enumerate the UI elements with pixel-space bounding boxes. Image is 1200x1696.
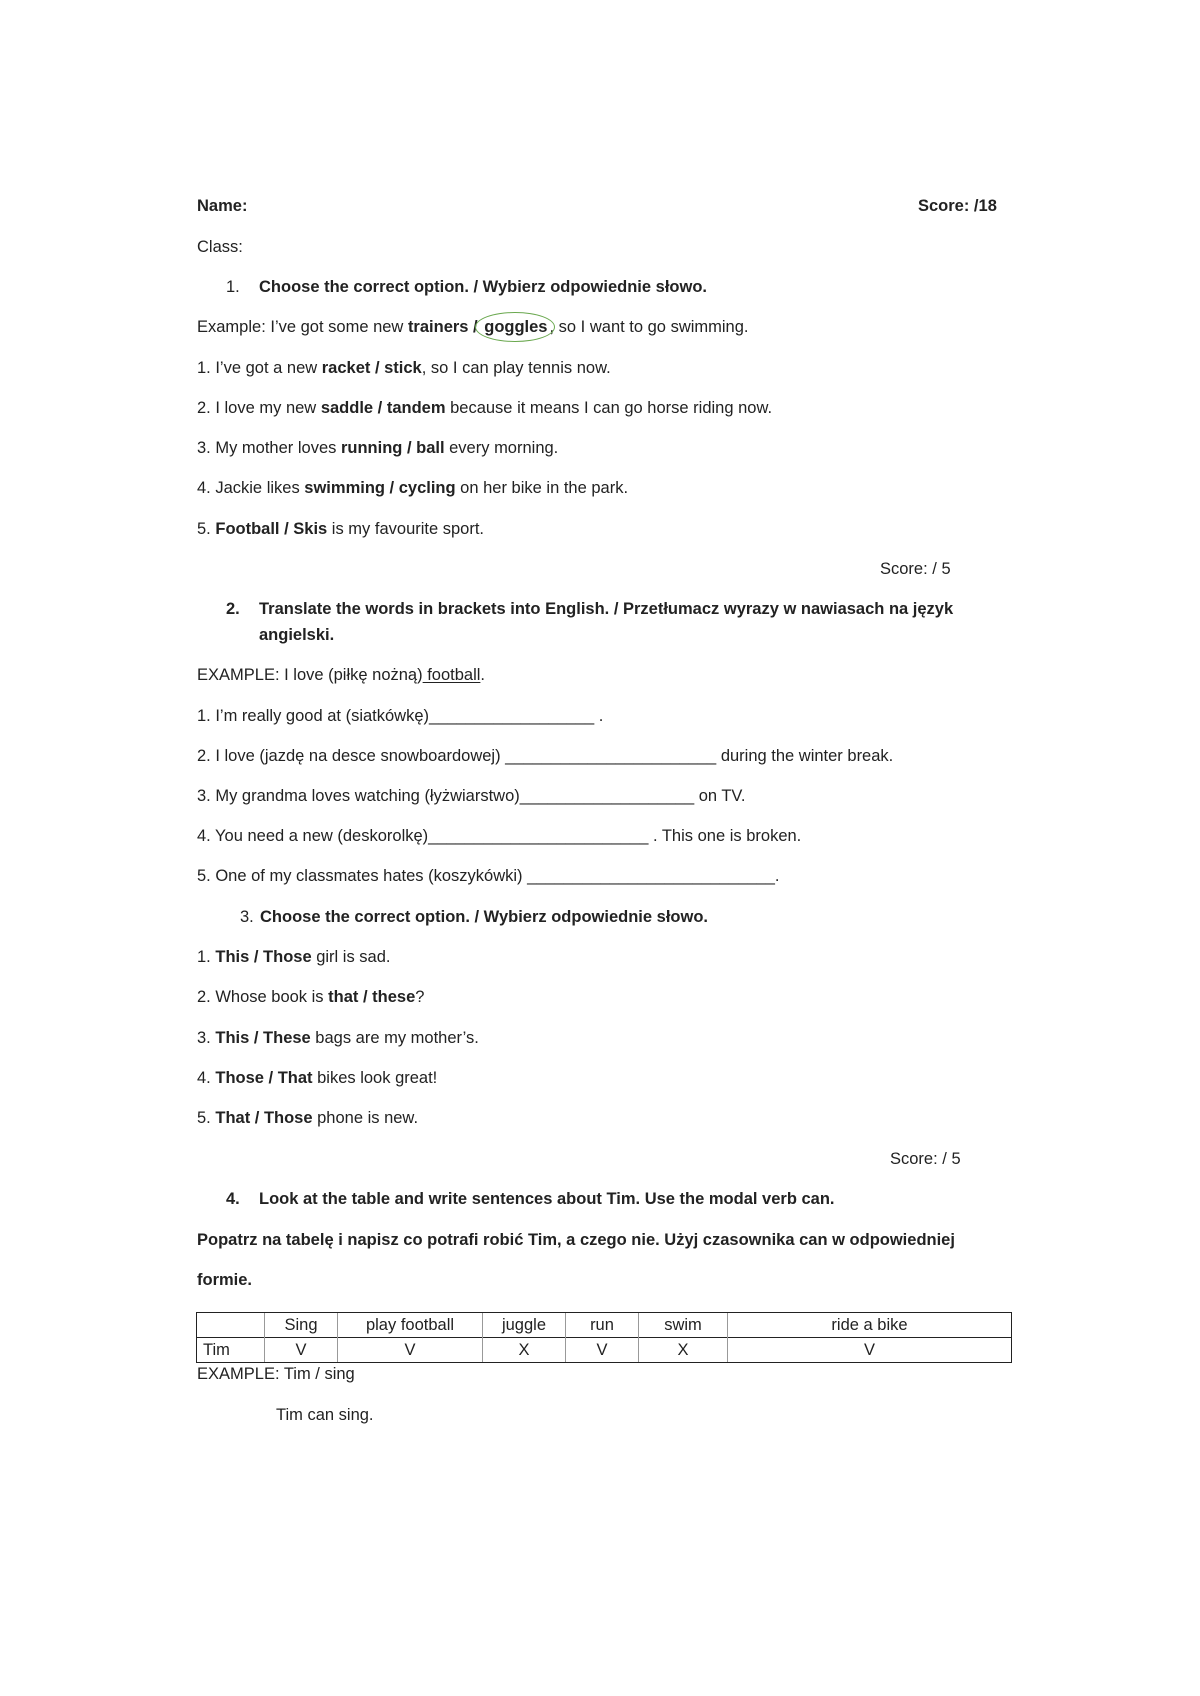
ex1-item-text: 4. Jackie likes: [197, 479, 305, 497]
ex2-title-line1: Translate the words in brackets into English. / Przetłumacz wyrazy w nawiasach na język: [259, 600, 954, 618]
ex2-example: [197, 665, 485, 685]
ex2-title-line2: angielski.: [259, 626, 335, 644]
ex1-item-text: every morning.: [444, 439, 559, 457]
ex1-item-options: Football / Skis: [215, 520, 328, 538]
table-header: ride a bike: [728, 1313, 1012, 1338]
ex1-example-option-2-circled: goggles: [484, 318, 548, 336]
ex3-item-options: That / Those: [215, 1109, 313, 1127]
table-cell: X: [483, 1338, 566, 1363]
ex1-item: [197, 358, 611, 378]
ex1-item-text: because it means I can go horse riding now.: [445, 399, 773, 417]
ex4-heading: [226, 1189, 835, 1209]
table-header: play football: [338, 1313, 483, 1338]
ex4-polish-instructions-cont: [197, 1270, 252, 1290]
ex1-item-text: is my favourite sport.: [327, 520, 485, 538]
ex1-example-sep: /: [468, 318, 483, 336]
table-header: Sing: [265, 1313, 338, 1338]
table-cell: V: [566, 1338, 639, 1363]
ex3-item-text: ?: [415, 988, 425, 1006]
class-label: Class:: [197, 238, 243, 256]
ex2-example-answer: football: [422, 666, 481, 684]
ex2-item: 3. My grandma loves watching (łyżwiarstwo)___________________ on TV.: [197, 787, 746, 805]
ex1-item-text: on her bike in the park.: [455, 479, 629, 497]
ex3-title: Choose the correct option. / Wybierz odpowiednie słowo.: [260, 908, 708, 926]
ex3-item-options: that / these: [328, 988, 416, 1006]
ex2-item: 1. I’m really good at (siatkówkę)__________________ .: [197, 707, 604, 725]
ex1-score: Score: / 5: [880, 560, 951, 578]
ex1-item: [197, 478, 628, 498]
ex3-number: 3.: [240, 908, 254, 926]
ex3-item: [197, 1108, 418, 1128]
table-cell: X: [639, 1338, 728, 1363]
ex2-item: 5. One of my classmates hates (koszykówki) ___________________________.: [197, 867, 780, 885]
table-header: run: [566, 1313, 639, 1338]
ex2-example-post: .: [480, 666, 485, 684]
table-cell: V: [265, 1338, 338, 1363]
ex1-example: [197, 317, 749, 337]
ex3-item-options: Those / That: [215, 1069, 313, 1087]
ex3-item: [197, 987, 424, 1007]
ex3-item-options: This / Those: [215, 948, 312, 966]
ex3-heading: [240, 907, 708, 927]
table-row: [197, 1338, 1012, 1363]
skills-table: [196, 1312, 1012, 1363]
ex3-item: [197, 1028, 479, 1048]
ex1-number: 1.: [226, 278, 240, 296]
ex3-item-text: bags are my mother’s.: [310, 1029, 479, 1047]
ex1-item-options: swimming / cycling: [304, 479, 456, 497]
table-cell: [197, 1313, 265, 1338]
ex1-item: [197, 519, 484, 539]
ex4-polish-instructions: Popatrz na tabelę i napisz co potrafi robić Tim, a czego nie. Użyj czasownika can w odpowiedniej: [197, 1231, 955, 1249]
ex3-item-text: 1.: [197, 948, 216, 966]
ex1-item-text: 1. I’ve got a new: [197, 359, 322, 377]
ex3-item-text: 2. Whose book is: [197, 988, 329, 1006]
ex1-item-options: running / ball: [340, 439, 445, 457]
ex4-example-label: EXAMPLE: Tim / sing: [197, 1365, 355, 1383]
ex3-item: [197, 1068, 437, 1088]
ex1-title: Choose the correct option. / Wybierz odpowiednie słowo.: [259, 278, 707, 296]
ex4-number: 4.: [226, 1190, 240, 1208]
ex2-item: 2. I love (jazdę na desce snowboardowej) _______________________ during the winter break.: [197, 747, 894, 765]
ex2-example-pre: EXAMPLE: I love (piłkę nożną): [197, 666, 423, 684]
ex1-example-option-1: trainers: [407, 318, 469, 336]
ex1-item: [197, 398, 772, 418]
ex1-example-pre: Example: I’ve got some new: [197, 318, 408, 336]
name-label: Name:: [197, 197, 248, 215]
ex1-item-text: , so I can play tennis now.: [421, 359, 611, 377]
table-cell: Tim: [197, 1338, 265, 1363]
ex3-item: [197, 947, 390, 967]
table-cell: V: [338, 1338, 483, 1363]
ex4-polish-instructions-line2: formie.: [197, 1271, 253, 1289]
ex2-item: 4. You need a new (deskorolkę)________________________ . This one is broken.: [197, 827, 802, 845]
ex3-score: Score: / 5: [890, 1150, 961, 1168]
total-score: Score: /18: [918, 197, 997, 215]
ex1-item-text: 2. I love my new: [197, 399, 321, 417]
ex1-item-text: 3. My mother loves: [197, 439, 341, 457]
ex1-example-post: , so I want to go swimming.: [549, 318, 749, 336]
ex3-item-text: girl is sad.: [311, 948, 391, 966]
table-header: swim: [639, 1313, 728, 1338]
ex1-heading: [226, 277, 707, 297]
ex2-number: 2.: [226, 600, 240, 618]
table-cell: V: [728, 1338, 1012, 1363]
ex1-item: [197, 438, 558, 458]
ex3-item-options: This / These: [215, 1029, 311, 1047]
table-header-row: [197, 1313, 1012, 1338]
ex1-item-text: 5.: [197, 520, 216, 538]
ex3-item-text: 5.: [197, 1109, 216, 1127]
ex3-item-text: 3.: [197, 1029, 216, 1047]
ex1-item-options: racket / stick: [321, 359, 422, 377]
ex3-item-text: phone is new.: [312, 1109, 419, 1127]
ex3-item-text: bikes look great!: [312, 1069, 438, 1087]
ex2-heading: [226, 599, 953, 619]
ex3-item-text: 4.: [197, 1069, 216, 1087]
ex4-example-answer: Tim can sing.: [276, 1406, 374, 1424]
ex4-title: Look at the table and write sentences about Tim. Use the modal verb can.: [259, 1190, 835, 1208]
ex1-item-options: saddle / tandem: [320, 399, 446, 417]
table-header: juggle: [483, 1313, 566, 1338]
